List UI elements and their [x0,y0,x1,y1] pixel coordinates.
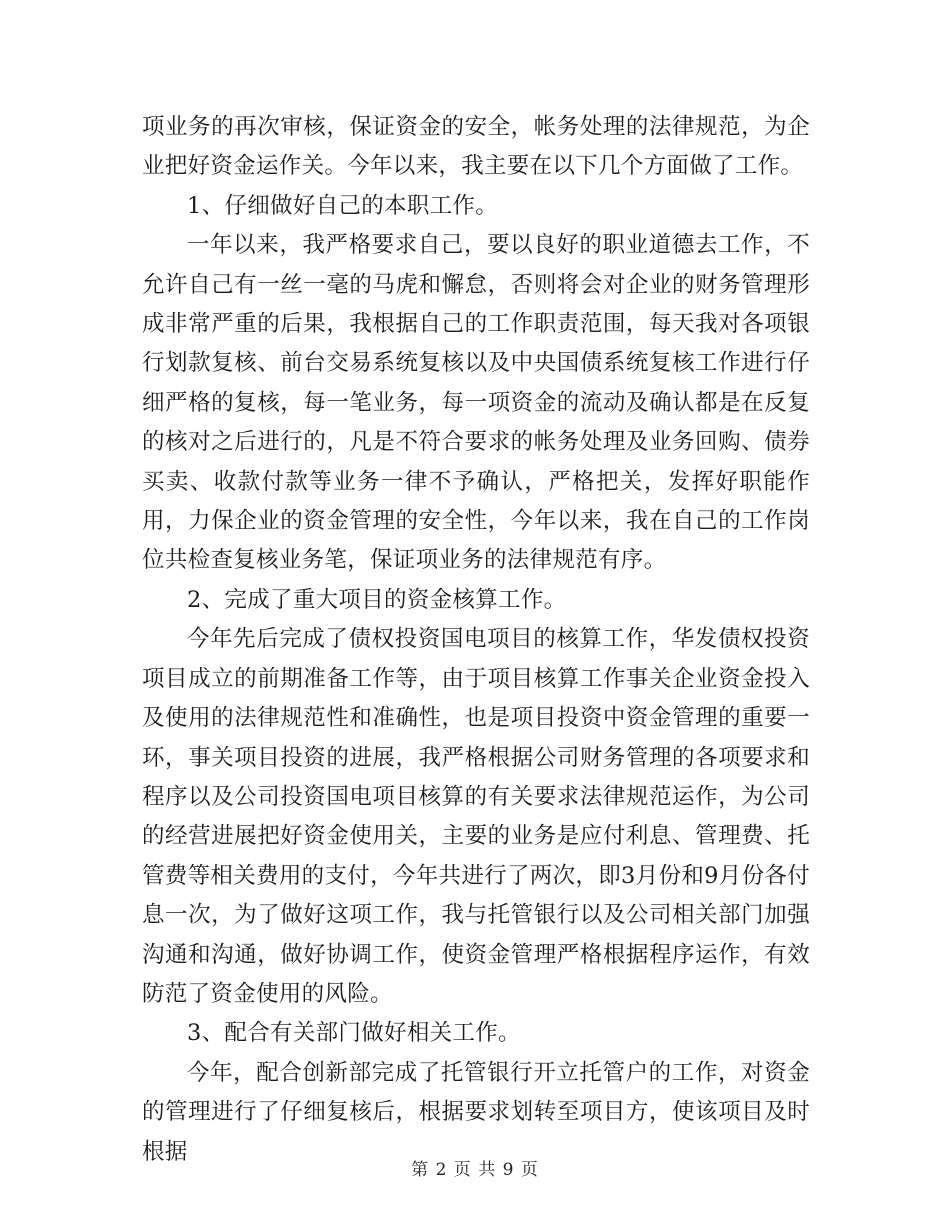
section-heading-1: 1、仔细做好自己的本职工作。 [187,192,499,219]
paragraph-continuation: 项业务的再次审核，保证资金的安全，帐务处理的法律规范，为企业把好资金运作关。今年以来，我主要在以下几个方面做了工作。 [142,114,810,180]
paragraph-section-3: 今年，配合创新部完成了托管银行开立托管户的工作，对资金的管理进行了仔细复核后，根据要求划转至项目方，使该项目及时根据 [142,1059,810,1165]
paragraph-section-1: 一年以来，我严格要求自己，要以良好的职业道德去工作，不允许自己有一丝一毫的马虎和懈怠，否则将会对企业的财务管理形成非常严重的后果，我根据自己的工作职责范围，每天我对各项银行划款复核、前台交易系统复核以及中央国债系统复核工作进行仔细严格的复核，每一笔业务，每一项资金的流动及确认都是在反复的核对之后进行的，凡是不符合要求的帐务处理及业务回购、债券买卖、收款付款等业务一律不予确认，严格把关，发挥好职能作用，力保企业的资金管理的安全性，今年以来，我在自己的工作岗位共检查复核业务笔，保证项业务的法律规范有序。 [142,232,810,574]
section-heading-3: 3、配合有关部门做好相关工作。 [187,1020,521,1047]
section-heading-2: 2、完成了重大项目的资金核算工作。 [187,586,567,613]
paragraph-section-2: 今年先后完成了债权投资国电项目的核算工作，华发债权投资项目成立的前期准备工作等，由于项目核算工作事关企业资金投入及使用的法律规范性和准确性，也是项目投资中资金管理的重要一环，事关项目投资的进展，我严格根据公司财务管理的各项要求和程序以及公司投资国电项目核算的有关要求法律规范运作，为公司的经营进展把好资金使用关，主要的业务是应付利息、管理费、托管费等相关费用的支付，今年共进行了两次，即3月份和9月份各付息一次，为了做好这项工作，我与托管银行以及公司相关部门加强沟通和沟通，做好协调工作，使资金管理严格根据程序运作，有效防范了资金使用的风险。 [142,626,810,1007]
page-number-footer: 第 2 页 共 9 页 [411,1160,539,1180]
document-body [142,108,810,1172]
